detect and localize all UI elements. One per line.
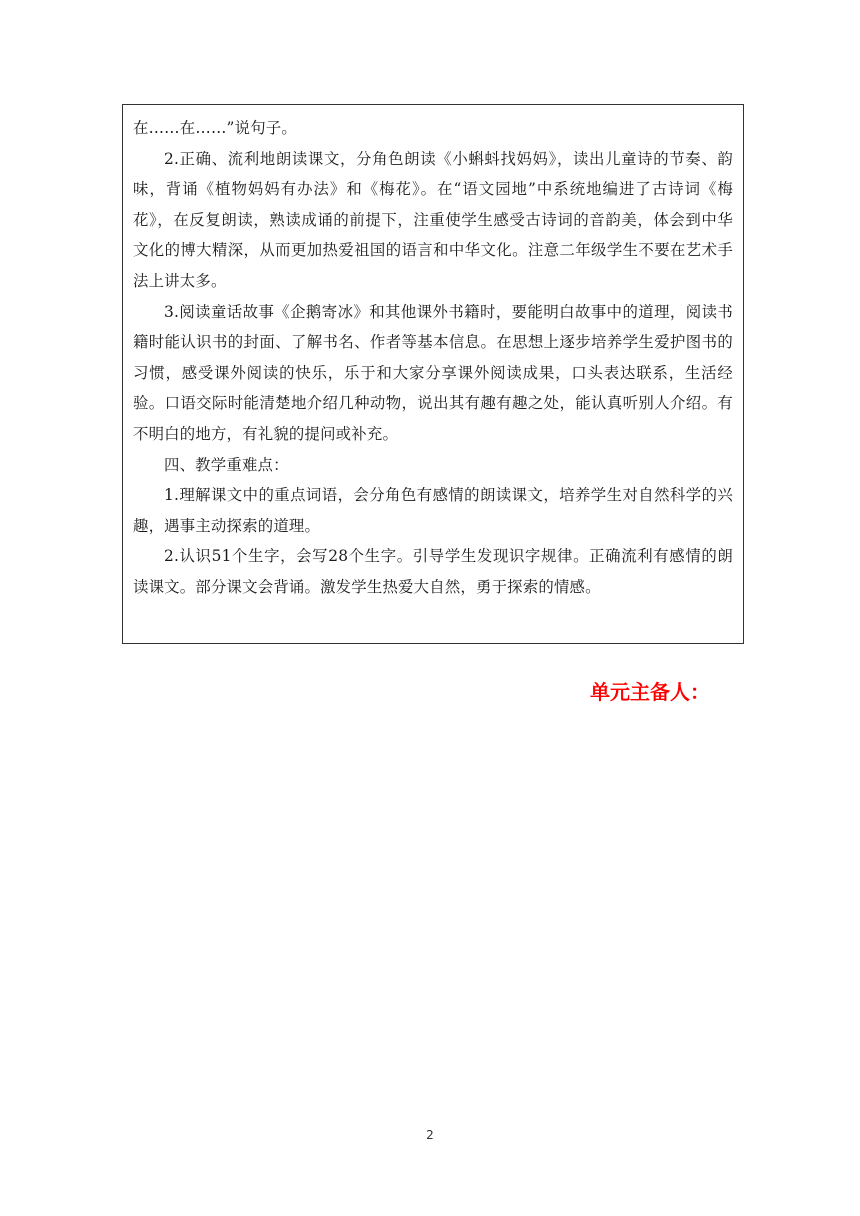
paragraph-key-point-2: 2.认识51个生字，会写28个生字。引导学生发现识字规律。正确流利有感情的朗读课文。部分课文会背诵。激发学生热爱大自然，勇于探索的情感。 xyxy=(133,547,733,596)
paragraph-objective-3: 3.阅读童话故事《企鹅寄冰》和其他课外书籍时，要能明白故事中的道理，阅读书籍时能认识书的封面、了解书名、作者等基本信息。在思想上逐步培养学生爱护图书的习惯，感受课外阅读的快乐，乐于和大家分享课外阅读成果，口头表达联系，生活经验。口语交际时能清楚地介绍几种动物，说出其有趣有趣之处，能认真听别人介绍。有不明白的地方，有礼貌的提问或补充。 xyxy=(133,302,733,443)
paragraph-key-point-1: 1.理解课文中的重点词语，会分角色有感情的朗读课文，培养学生对自然科学的兴趣，遇事主动探索的道理。 xyxy=(133,486,733,535)
paragraph-objective-2: 2.正确、流利地朗读课文，分角色朗读《小蝌蚪找妈妈》，读出儿童诗的节奏、韵味，背诵《植物妈妈有办法》和《梅花》。在“语文园地”中系统地编进了古诗词《梅花》，在反复朗读，熟读成诵的前提下，注重使学生感受古诗词的音韵美，体会到中华文化的博大精深，从而更加热爱祖国的语言和中华文化。注意二年级学生不要在艺术手法上讲太多。 xyxy=(133,149,733,290)
content-table-cell xyxy=(122,104,744,644)
unit-owner-label: 单元主备人： xyxy=(590,680,710,704)
paragraph-continuation: 在……在……”说句子。 xyxy=(133,119,297,137)
section-heading-key-points: 四、教学重难点： xyxy=(164,455,289,474)
page-number: 2 xyxy=(426,1128,434,1142)
